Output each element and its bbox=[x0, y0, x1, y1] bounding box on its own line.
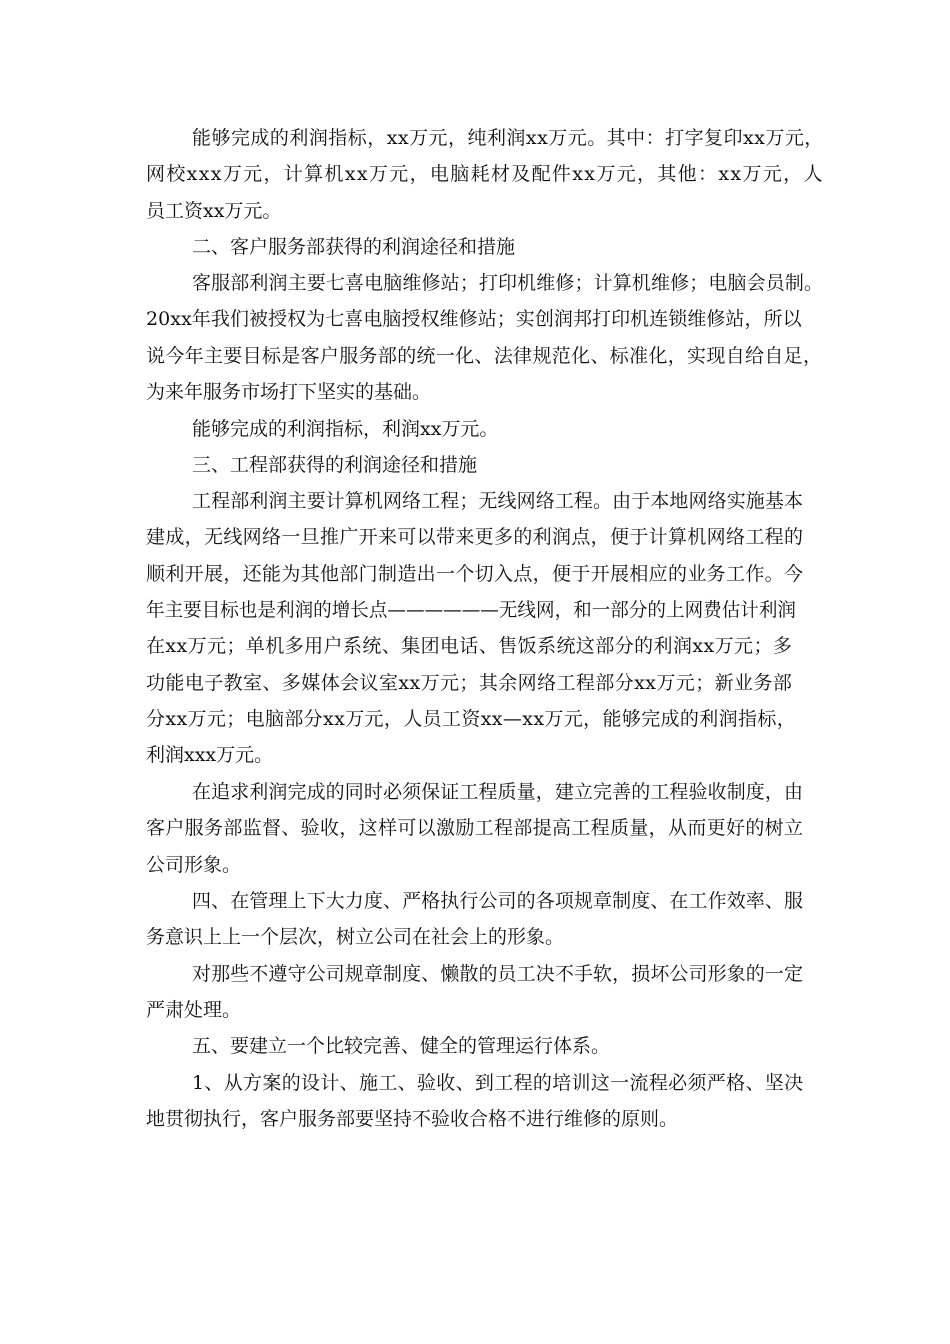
section-heading: 五、要建立一个比较完善、健全的管理运行体系。 bbox=[192, 1035, 611, 1057]
text-line: 20xx年我们被授权为七喜电脑授权维修站；实创润邦打印机连锁维修站，所以 bbox=[146, 308, 802, 330]
text-line: 务意识上上一个层次，树立公司在社会上的形象。 bbox=[146, 926, 565, 948]
text-line: 员工资xx万元。 bbox=[146, 200, 282, 222]
text-line: 工程部利润主要计算机网络工程；无线网络工程。由于本地网络实施基本 bbox=[192, 490, 804, 512]
text-line: 客服部利润主要七喜电脑维修站；打印机维修；计算机维修；电脑会员制。 bbox=[192, 272, 824, 294]
text-line: 严肃处理。 bbox=[146, 999, 242, 1021]
text-line: 能够完成的利润指标，利润xx万元。 bbox=[192, 418, 499, 440]
section-heading: 四、在管理上下大力度、严格执行公司的各项规章制度、在工作效率、服 bbox=[192, 890, 804, 912]
text-line: 为来年服务市场打下坚实的基础。 bbox=[146, 381, 432, 403]
text-line: 顺利开展，还能为其他部门制造出一个切入点，便于开展相应的业务工作。今 bbox=[146, 563, 804, 585]
text-line: 对那些不遵守公司规章制度、懒散的员工决不手软，损坏公司形象的一定 bbox=[192, 963, 804, 985]
text-line: 地贯彻执行，客户服务部要坚持不验收合格不进行维修的原则。 bbox=[146, 1108, 679, 1130]
section-heading: 三、工程部获得的利润途径和措施 bbox=[192, 454, 478, 476]
section-heading: 二、客户服务部获得的利润途径和措施 bbox=[192, 236, 516, 258]
text-line: 在追求利润完成的同时必须保证工程质量，建立完善的工程验收制度，由 bbox=[192, 781, 804, 803]
text-line: 网校xxx万元，计算机xx万元，电脑耗材及配件xx万元，其他：xx万元，人 bbox=[146, 163, 824, 185]
text-line: 客户服务部监督、验收，这样可以激励工程部提高工程质量，从而更好的树立 bbox=[146, 817, 804, 839]
text-line: 分xx万元；电脑部分xx万元，人员工资xx—xx万元，能够完成的利润指标， bbox=[146, 708, 797, 730]
text-line: 在xx万元；单机多用户系统、集团电话、售饭系统这部分的利润xx万元；多 bbox=[146, 635, 793, 657]
text-line: 功能电子教室、多媒体会议室xx万元；其余网络工程部分xx万元；新业务部 bbox=[146, 672, 793, 694]
text-line: 公司形象。 bbox=[146, 854, 242, 876]
text-line: 年主要目标也是利润的增长点——————无线网，和一部分的上网费估计利润 bbox=[146, 599, 797, 621]
text-line: 1、从方案的设计、施工、验收、到工程的培训这一流程必须严格、坚决 bbox=[192, 1072, 804, 1094]
text-line: 说今年主要目标是客户服务部的统一化、法律规范化、标准化，实现自给自足， bbox=[146, 345, 823, 367]
text-line: 利润xxx万元。 bbox=[146, 744, 274, 766]
text-line: 能够完成的利润指标，xx万元，纯利润xx万元。其中：打字复印xx万元， bbox=[192, 127, 824, 149]
text-line: 建成，无线网络一旦推广开来可以带来更多的利润点，便于计算机网络工程的 bbox=[146, 526, 804, 548]
